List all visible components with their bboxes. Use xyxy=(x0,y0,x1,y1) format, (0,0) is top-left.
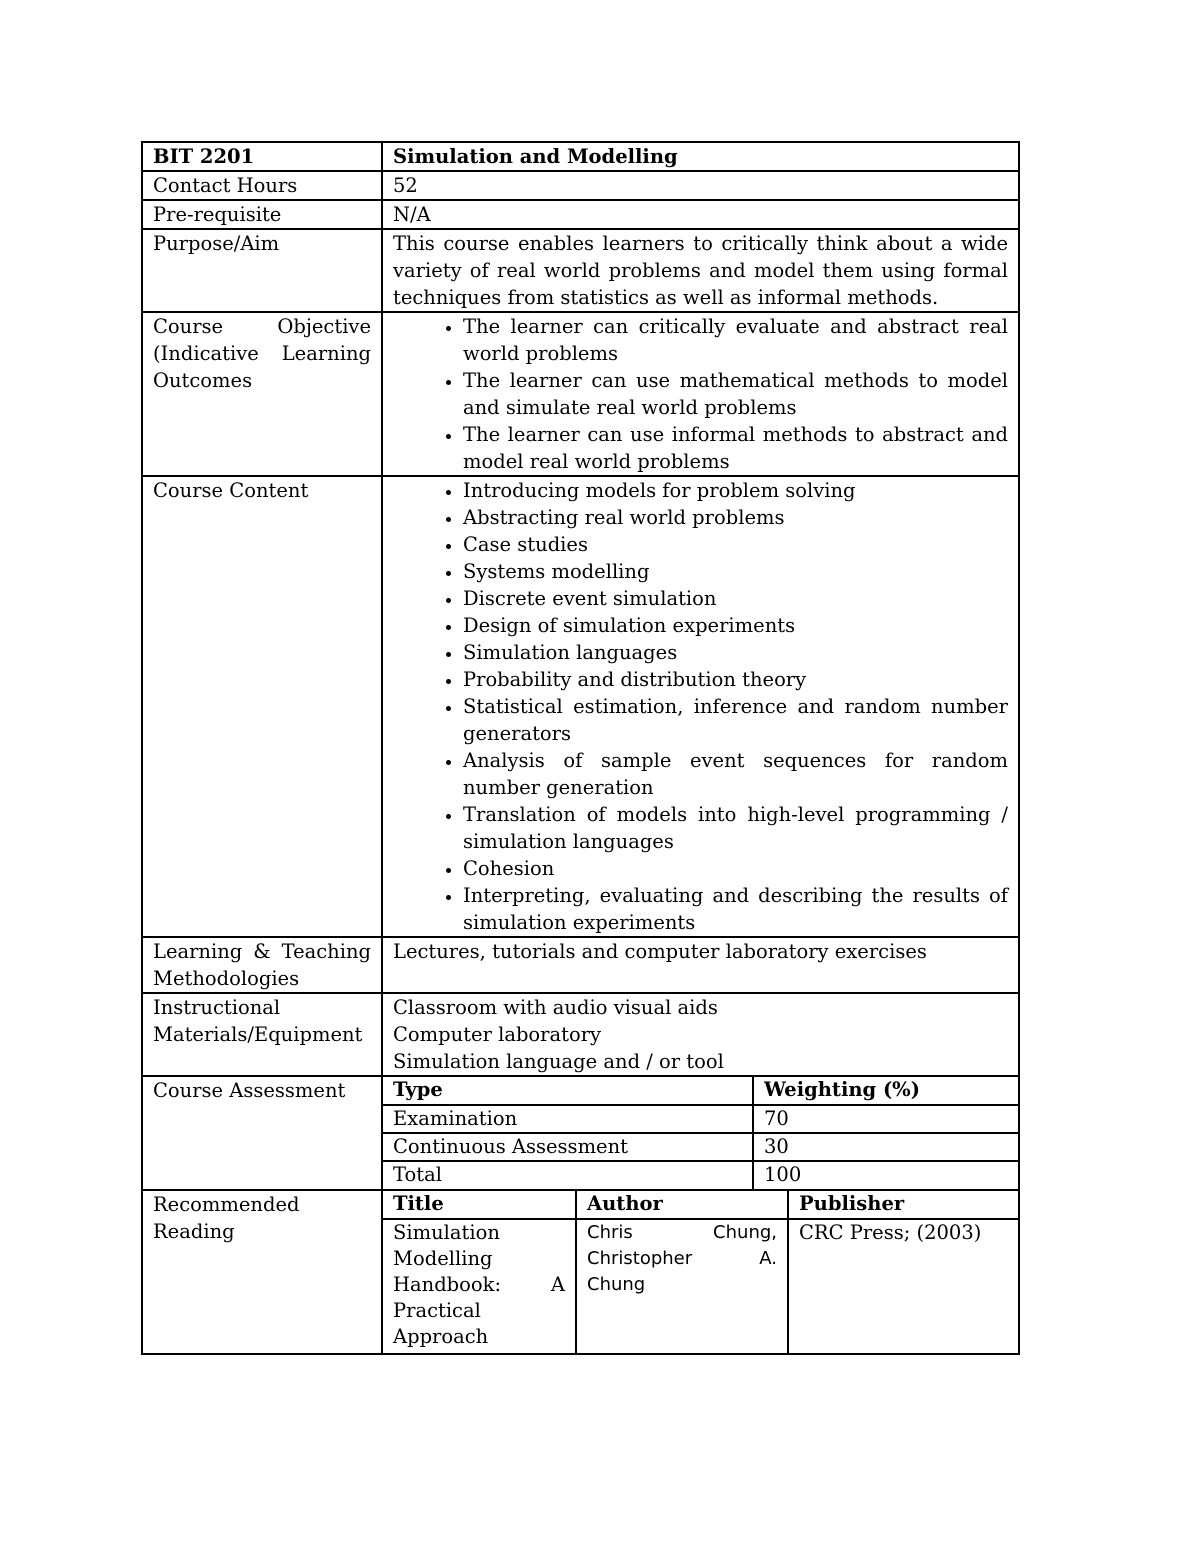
course-title: Simulation and Modelling xyxy=(382,142,1019,171)
reading-author: Chris Chung, Christopher A. Chung xyxy=(576,1219,788,1353)
list-item: • Probability and distribution theory xyxy=(463,666,1008,693)
content-cell xyxy=(382,476,1019,937)
prerequisite-row xyxy=(142,200,1019,229)
list-item: • Systems modelling xyxy=(463,558,1008,585)
objectives-row xyxy=(142,312,1019,476)
objectives-label: Course Objective (Indicative Learning Outcomes xyxy=(142,312,382,476)
course-code: BIT 2201 xyxy=(142,142,382,171)
contact-hours-value: 52 xyxy=(382,171,1019,200)
assessment-header-weighting: Weighting (%) xyxy=(753,1077,1018,1105)
table-row xyxy=(383,1219,1018,1353)
content-list xyxy=(393,477,1008,936)
assessment-header-type: Type xyxy=(383,1077,753,1105)
assessment-label: Course Assessment xyxy=(142,1076,382,1190)
list-item: • Design of simulation experiments xyxy=(463,612,1008,639)
materials-line: Classroom with audio visual aids xyxy=(393,996,718,1019)
methodologies-row xyxy=(142,937,1019,993)
list-item: • Statistical estimation, inference and random number generators xyxy=(463,693,1008,747)
reading-header-title: Title xyxy=(383,1191,576,1219)
list-item: • Abstracting real world problems xyxy=(463,504,1008,531)
purpose-label: Purpose/Aim xyxy=(142,229,382,312)
course-outline-document xyxy=(141,141,1018,1355)
list-item: • Case studies xyxy=(463,531,1008,558)
list-item: • Discrete event simulation xyxy=(463,585,1008,612)
materials-cell xyxy=(382,993,1019,1076)
assessment-table xyxy=(383,1077,1018,1189)
list-item: • Analysis of sample event sequences for random number generation xyxy=(463,747,1008,801)
table-row xyxy=(383,1105,1018,1133)
assessment-cell xyxy=(382,1076,1019,1190)
materials-line: Computer laboratory xyxy=(393,1023,602,1046)
reading-publisher: CRC Press; (2003) xyxy=(788,1219,1018,1353)
assessment-type: Examination xyxy=(383,1105,753,1133)
reading-title: Simulation Modelling Handbook: A Practical Approach xyxy=(393,1221,565,1348)
list-item: • The learner can critically evaluate and abstract real world problems xyxy=(463,313,1008,367)
materials-label: Instructional Materials/Equipment xyxy=(142,993,382,1076)
reading-header-publisher: Publisher xyxy=(788,1191,1018,1219)
header-row xyxy=(142,142,1019,171)
list-item: • The learner can use mathematical methods to model and simulate real world problems xyxy=(463,367,1008,421)
contact-hours-label: Contact Hours xyxy=(142,171,382,200)
methodologies-label: Learning & Teaching Methodologies xyxy=(142,937,382,993)
reading-label: Recommended Reading xyxy=(142,1190,382,1354)
materials-line: Simulation language and / or tool xyxy=(393,1050,724,1073)
table-header-row xyxy=(383,1191,1018,1219)
reading-cell xyxy=(382,1190,1019,1354)
reading-table xyxy=(383,1191,1018,1353)
list-item: • Introducing models for problem solving xyxy=(463,477,1008,504)
assessment-weight: 100 xyxy=(753,1161,1018,1189)
list-item: • The learner can use informal methods to abstract and model real world problems xyxy=(463,421,1008,475)
reading-row xyxy=(142,1190,1019,1354)
objectives-list xyxy=(393,313,1008,475)
methodologies-value: Lectures, tutorials and computer laboratory exercises xyxy=(382,937,1019,993)
list-item: • Interpreting, evaluating and describing the results of simulation experiments xyxy=(463,882,1008,936)
assessment-weight: 30 xyxy=(753,1133,1018,1161)
content-label: Course Content xyxy=(142,476,382,937)
table-row xyxy=(383,1161,1018,1189)
prerequisite-label: Pre-requisite xyxy=(142,200,382,229)
course-outline-table xyxy=(141,141,1020,1355)
content-row xyxy=(142,476,1019,937)
objectives-cell xyxy=(382,312,1019,476)
assessment-weight: 70 xyxy=(753,1105,1018,1133)
list-item: • Simulation languages xyxy=(463,639,1008,666)
assessment-row xyxy=(142,1076,1019,1190)
table-header-row xyxy=(383,1077,1018,1105)
purpose-row xyxy=(142,229,1019,312)
materials-row xyxy=(142,993,1019,1076)
list-item: • Translation of models into high-level programming / simulation languages xyxy=(463,801,1008,855)
prerequisite-value: N/A xyxy=(382,200,1019,229)
assessment-type: Total xyxy=(393,1163,442,1186)
table-row xyxy=(383,1133,1018,1161)
purpose-value: This course enables learners to critically think about a wide variety of real world problems and model them using formal techniques from statistics as well as informal methods. xyxy=(382,229,1019,312)
contact-hours-row xyxy=(142,171,1019,200)
assessment-type: Continuous Assessment xyxy=(383,1133,753,1161)
list-item: • Cohesion xyxy=(463,855,1008,882)
reading-header-author: Author xyxy=(576,1191,788,1219)
